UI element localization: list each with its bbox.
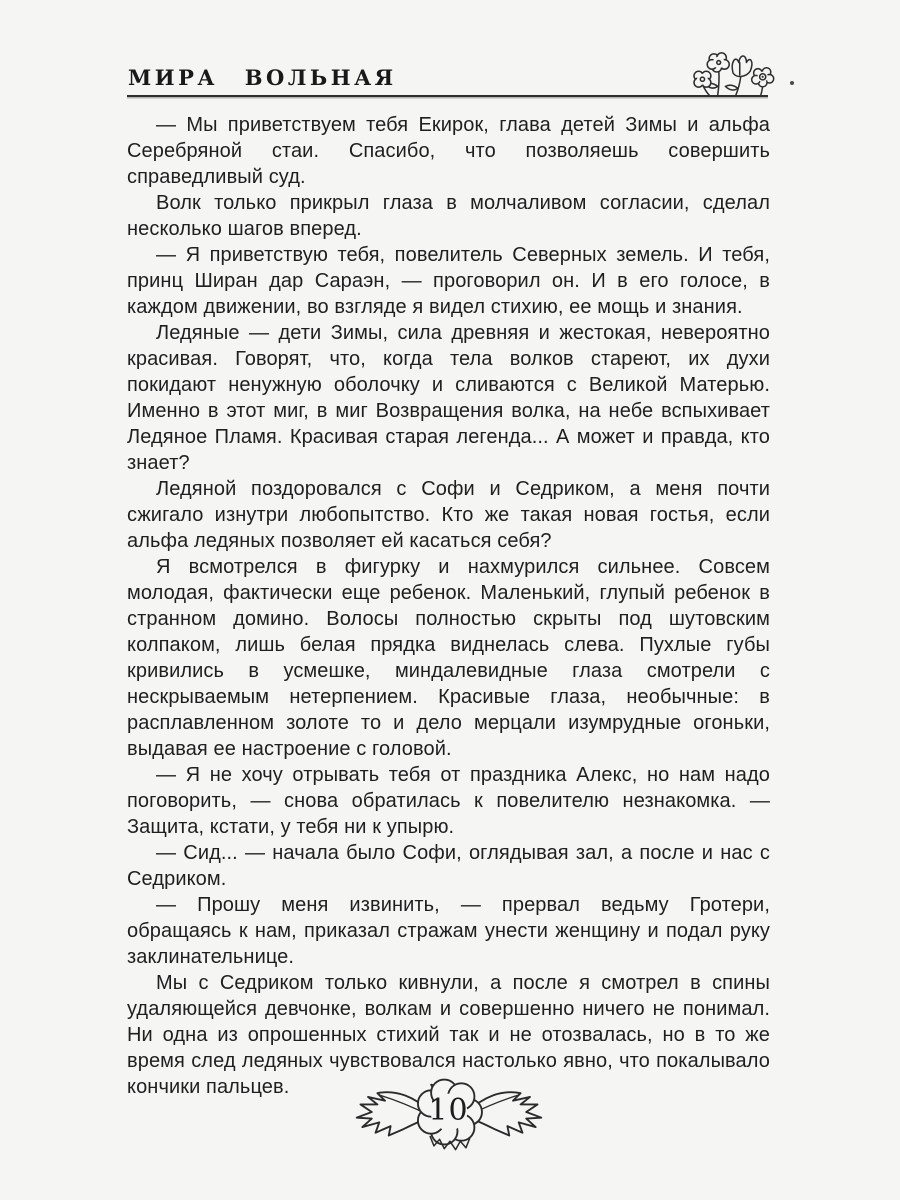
- paragraph: — Я приветствую тебя, повелитель Северных земель. И тебя, принц Ширан дар Сараэн, — проговорил он. И в его голосе, в каждом движении, во взгляде я видел стихию, ее мощь и знания.: [127, 244, 770, 318]
- page-number: 10: [428, 1092, 469, 1128]
- print-speck: [790, 81, 794, 85]
- paragraph: — Прошу меня извинить, — прервал ведьму Гротери, обращаясь к нам, приказал стражам унести женщину и подал руку заклинательнице.: [127, 894, 770, 968]
- paragraph: Мы с Седриком только кивнули, а после я смотрел в спины удаляющейся девчонке, волкам и совершенно ничего не понимал. Ни одна из опрошенных стихий так и не отозвалась, но в то же время след ледяных чувствовался настолько явно, что покалывало кончики пальцев.: [127, 972, 770, 1098]
- paragraph: — Мы приветствуем тебя Екирок, глава детей Зимы и альфа Серебряной стаи. Спасибо, что позволяешь совершить справедливый суд.: [127, 114, 770, 188]
- paragraph: Ледяные — дети Зимы, сила древняя и жестокая, невероятно красивая. Говорят, что, когда тела волков стареют, их духи покидают ненужную оболочку и сливаются с Великой Матерью. Именно в этот миг, в миг Возвращения волка, на небе вспыхивает Ледяное Пламя. Красивая старая легенда... А может и правда, кто знает?: [127, 322, 770, 474]
- paragraph: — Сид... — начала было Софи, оглядывая зал, а после и нас с Седриком.: [127, 842, 770, 890]
- page-body: [127, 112, 770, 1100]
- paragraph: Я всмотрелся в фигурку и нахмурился сильнее. Совсем молодая, фактически еще ребенок. Маленький, глупый ребенок в странном домино. Волосы полностью скрыты под шутовским колпаком, лишь белая прядка виднелась слева. Пухлые губы кривились в усмешке, миндалевидные глаза смотрели с нескрываемым нетерпением. Красивые глаза, необычные: в расплавленном золоте то и дело мерцали изумрудные огоньки, выдавая ее настроение с головой.: [127, 556, 770, 760]
- author-name: МИРА ВОЛЬНАЯ: [128, 65, 397, 90]
- paragraph: Ледяной поздоровался с Софи и Седриком, а меня почти сжигало изнутри любопытство. Кто же такая новая гостья, если альфа ледяных позволяет ей касаться себя?: [127, 478, 770, 552]
- page-number-ornament: [336, 1064, 562, 1160]
- header-rule: [127, 95, 768, 97]
- page-footer: [127, 1064, 770, 1160]
- page-header: [127, 50, 773, 96]
- paragraph: Волк только прикрыл глаза в молчаливом согласии, сделал несколько шагов вперед.: [127, 192, 770, 240]
- paragraph: — Я не хочу отрывать тебя от праздника Алекс, но нам надо поговорить, — снова обратилась к повелителю незнакомка. — Защита, кстати, у тебя ни к упырю.: [127, 764, 770, 838]
- flowers-ornament-icon: [690, 50, 778, 96]
